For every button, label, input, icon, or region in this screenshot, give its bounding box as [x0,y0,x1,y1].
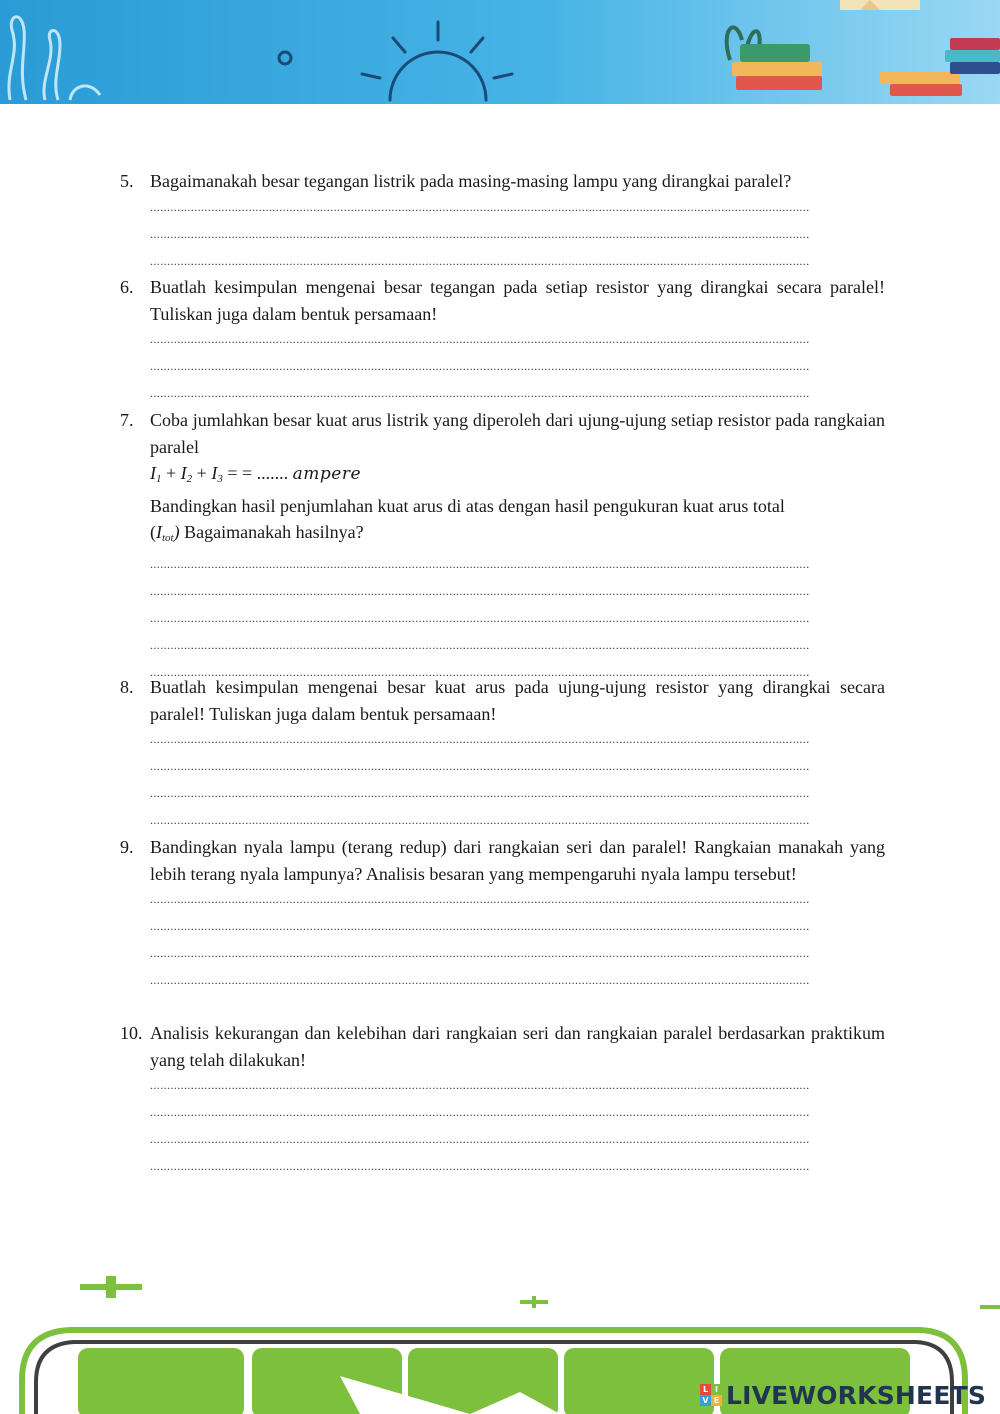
question-9 [120,834,885,995]
answer-line[interactable]: .................................................................................................................................................................................................. [150,1078,810,1092]
answer-line[interactable]: .................................................................................................................................................................................................. [150,610,810,625]
logo-badge-icon: L I V E [700,1384,722,1406]
answer-lines[interactable] [150,727,885,835]
answer-line[interactable]: .................................................................................................................................................................................................. [150,664,810,679]
header-banner [0,0,1000,112]
question-text: Bagaimanakah besar tegangan listrik pada masing-masing lampu yang dirangkai paralel? [150,171,792,191]
question-text: Coba jumlahkan besar kuat arus listrik yang diperoleh dari ujung-ujung setiap resistor pada rangkaian paralel [150,410,885,457]
question-6 [120,274,885,408]
question-10 [120,1020,885,1181]
question-number: 7. [120,410,134,430]
answer-lines[interactable] [150,195,885,276]
logo-text: LIVEWORKSHEETS [726,1380,987,1410]
answer-line[interactable]: .................................................................................................................................................................................................. [150,226,810,241]
question-number: 9. [120,837,134,857]
question-number: 10. [120,1023,143,1043]
answer-line[interactable]: .................................................................................................................................................................................................. [150,1132,810,1146]
answer-line[interactable]: .................................................................................................................................................................................................. [150,973,810,987]
answer-line[interactable]: .................................................................................................................................................................................................. [150,1159,810,1173]
answer-line[interactable]: .................................................................................................................................................................................................. [150,556,810,571]
answer-line[interactable]: .................................................................................................................................................................................................. [150,386,810,400]
question-5 [120,168,885,276]
question-text: Buatlah kesimpulan mengenai besar tegangan pada setiap resistor yang dirangkai secara paralel! Tuliskan juga dalam bentuk persamaan! [150,277,885,324]
answer-lines[interactable] [150,887,885,995]
answer-line[interactable]: .................................................................................................................................................................................................. [150,253,810,268]
question-8 [120,674,885,835]
answer-line[interactable]: .................................................................................................................................................................................................. [150,946,810,960]
answer-line[interactable]: .................................................................................................................................................................................................. [150,637,810,652]
current-i1: I [150,463,156,483]
answer-line[interactable]: .................................................................................................................................................................................................. [150,786,810,800]
answer-line[interactable]: .................................................................................................................................................................................................. [150,813,810,827]
answer-line[interactable]: .................................................................................................................................................................................................. [150,1105,810,1119]
question-number: 5. [120,171,134,191]
answer-lines[interactable] [150,552,885,687]
unit-ampere: ampere [292,464,362,484]
question-text: Buatlah kesimpulan mengenai besar kuat arus pada ujung-ujung resistor yang dirangkai secara paralel! Tuliskan juga dalam bentuk persamaan! [150,677,885,724]
answer-lines[interactable] [150,327,885,408]
answer-line[interactable]: .................................................................................................................................................................................................. [150,199,810,214]
question-text: Analisis kekurangan dan kelebihan dari rangkaian seri dan rangkaian paralel berdasarkan praktikum yang telah dilakukan! [150,1023,885,1070]
question-text: Bandingkan nyala lampu (terang redup) dari rangkaian seri dan paralel! Rangkaian manakah yang lebih terang nyala lampunya? Analisis besaran yang mempengaruhi nyala lampu tersebut! [150,837,885,884]
answer-line[interactable]: .................................................................................................................................................................................................. [150,732,810,746]
current-i3: I [211,463,218,483]
comparison-text: Bandingkan hasil penjumlahan kuat arus di atas dengan hasil pengukuran kuat arus total $(I_{tot})$ Bagaimanakah hasilnya? [150,495,785,544]
liveworksheets-logo [700,1377,986,1413]
answer-line[interactable]: .................................................................................................................................................................................................. [150,759,810,773]
current-sum-formula: $I_1 + I_2 + I_3$ = = ....... ampere [150,463,362,485]
question-7 [120,407,885,687]
current-i2: I [180,463,187,483]
answer-line[interactable]: .................................................................................................................................................................................................. [150,919,810,933]
answer-line[interactable]: .................................................................................................................................................................................................. [150,583,810,598]
answer-lines[interactable] [150,1073,885,1181]
question-number: 6. [120,277,134,297]
question-number: 8. [120,677,134,697]
answer-line[interactable]: .................................................................................................................................................................................................. [150,359,810,373]
answer-line[interactable]: .................................................................................................................................................................................................. [150,332,810,346]
answer-line[interactable]: .................................................................................................................................................................................................. [150,892,810,906]
formula-blank: = = ....... [222,463,293,483]
